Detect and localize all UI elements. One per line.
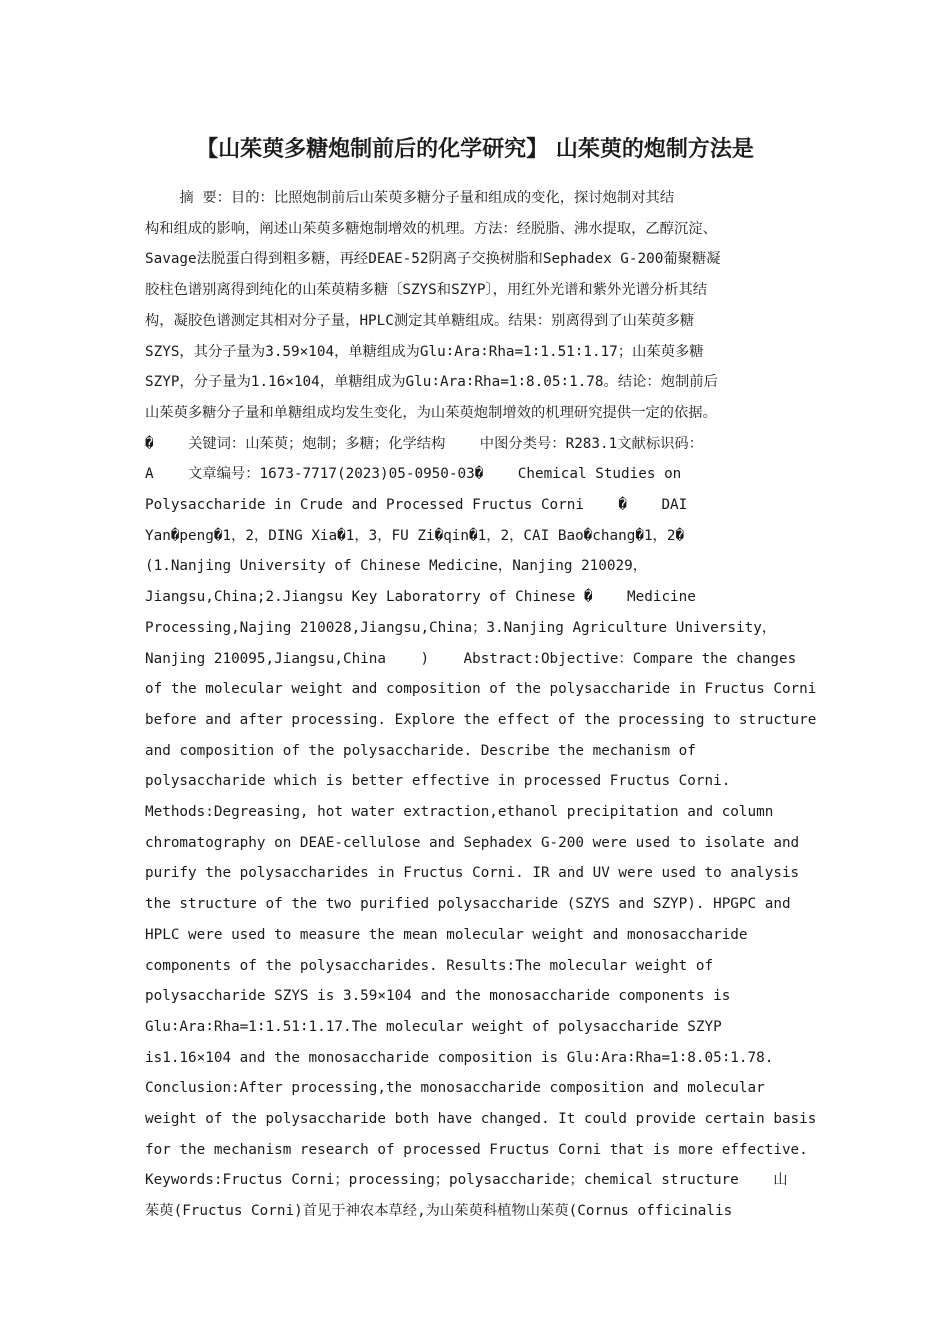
text-line: 胶柱色谱别离得到纯化的山茱萸精多糖〔SZYS和SZYP〕，用红外光谱和紫外光谱分析其结	[145, 282, 708, 299]
text-line: polysaccharide SZYS is 3.59×104 and the monosaccharide components is	[145, 988, 731, 1005]
text-line: 山茱萸多糖分子量和单糖组成均发生变化，为山茱萸炮制增效的机理研究提供一定的依据。	[145, 404, 717, 421]
text-line: Savage法脱蛋白得到粗多糖，再经DEAE-52阴离子交换树脂和Sephadex G-200葡聚糖凝	[145, 251, 721, 268]
text-line: chromatography on DEAE-cellulose and Sephadex G-200 were used to isolate and	[145, 834, 800, 851]
text-line: Keywords:Fructus Corni；processing；polysaccharide；chemical structure 山	[145, 1172, 788, 1189]
text-line: � 关键词：山茱萸；炮制；多糖；化学结构 中图分类号：R283.1文献标识码：	[145, 435, 704, 452]
text-line: 构，凝胶色谱测定其相对分子量，HPLC测定其单糖组成。结果：别离得到了山茱萸多糖	[145, 312, 695, 329]
text-line: Methods:Degreasing, hot water extraction,ethanol precipitation and column	[145, 804, 774, 820]
text-line: 摘 要：目的：比照炮制前后山茱萸多糖分子量和组成的变化，探讨炮制对其结	[145, 190, 675, 206]
text-line: and composition of the polysaccharide. Describe the mechanism of	[145, 742, 696, 759]
text-line: (1.Nanjing University of Chinese Medicine，Nanjing 210029，	[145, 558, 648, 575]
text-line: Conclusion:After processing,the monosaccharide composition and molecular	[145, 1080, 765, 1097]
text-line: is1.16×104 and the monosaccharide composition is Glu∶Ara∶Rha=1∶8.05∶1.78.	[145, 1049, 774, 1066]
text-line: A 文章编号：1673-7717(2023)05-0950-03� Chemical Studies on	[145, 466, 682, 483]
text-line: the structure of the two purified polysaccharide (SZYS and SZYP). HPGPC and	[145, 896, 791, 913]
text-line: of the molecular weight and composition of the polysaccharide in Fructus Corni	[145, 681, 817, 698]
text-line: Processing,Najing 210028,Jiangsu,China；3.Nanjing Agriculture University，	[145, 619, 777, 636]
text-line: HPLC were used to measure the mean molecular weight and monosaccharide	[145, 926, 748, 943]
text-line: components of the polysaccharides. Results:The molecular weight of	[145, 957, 714, 974]
text-line: 构和组成的影响，阐述山茱萸多糖炮制增效的机理。方法：经脱脂、沸水提取，乙醇沉淀、	[145, 220, 717, 237]
text-line: polysaccharide which is better effective in processed Fructus Corni.	[145, 773, 731, 790]
text-line: Glu∶Ara∶Rha=1∶1.51∶1.17.The molecular weight of polysaccharide SZYP	[145, 1018, 722, 1035]
text-line: 茱萸(Fructus Corni)首见于神农本草经,为山茱萸科植物山茱萸(Cornus officinalis	[145, 1203, 733, 1220]
text-line: before and after processing. Explore the effect of the processing to structure	[145, 711, 817, 728]
text-line: Polysaccharide in Crude and Processed Fructus Corni � DAI	[145, 497, 688, 513]
text-line: for the mechanism research of processed Fructus Corni that is more effective.	[145, 1141, 808, 1158]
text-line: Jiangsu,China;2.Jiangsu Key Laboratorry of Chinese � Medicine	[145, 589, 696, 606]
text-line: Nanjing 210095,Jiangsu,China ) Abstract:Objective：Compare the changes	[145, 650, 797, 667]
text-line: SZYP，分子量为1.16×104，单糖组成为Glu∶Ara∶Rha=1∶8.05∶1.78。结论：炮制前后	[145, 374, 718, 391]
text-line: Yan�peng�1，2，DING Xia�1，3，FU Zi�qin�1，2，CAI Bao�chang�1，2�	[145, 527, 685, 544]
document-title: 【山茱萸多糖炮制前后的化学研究】 山茱萸的炮制方法是	[196, 137, 754, 162]
text-line: weight of the polysaccharide both have changed. It could provide certain basis	[145, 1111, 817, 1127]
text-line: purify the polysaccharides in Fructus Corni. IR and UV were used to analysis	[145, 865, 800, 882]
text-line: SZYS，其分子量为3.59×104，单糖组成为Glu∶Ara∶Rha=1∶1.51∶1.17；山茱萸多糖	[145, 343, 704, 360]
